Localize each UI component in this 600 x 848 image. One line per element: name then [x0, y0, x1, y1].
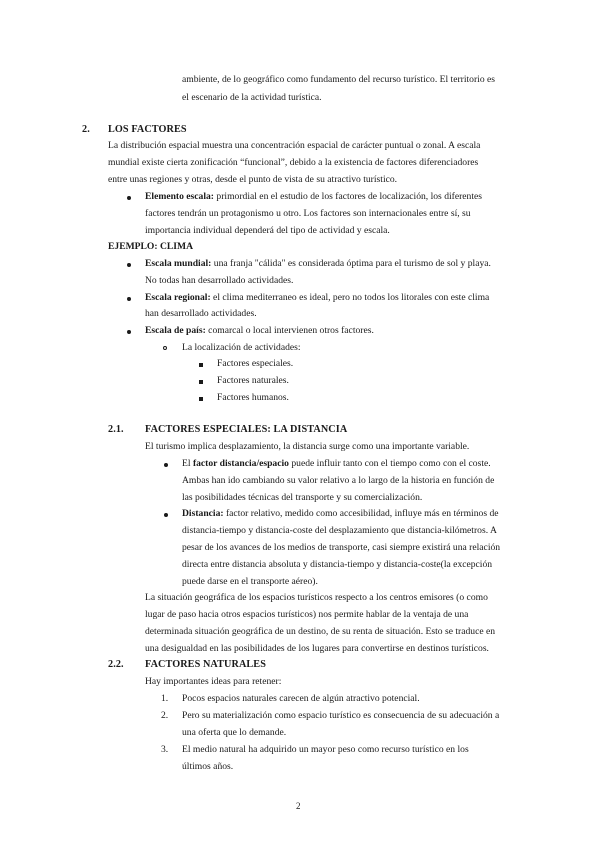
- bold-term: Distancia:: [182, 508, 224, 519]
- list-item-text: el clima mediterraneo es ideal, pero no todos los litorales con este clima: [210, 292, 490, 303]
- list-item-text: puede influir tanto con el tiempo como con el coste.: [288, 458, 491, 469]
- list-item: [145, 191, 482, 203]
- text-line: directa entre distancia absoluta y distancia-tiempo y distancia-coste(la excepción: [182, 559, 493, 570]
- list-item: [145, 325, 374, 337]
- page-number: 2: [296, 801, 301, 811]
- text-line: Hay importantes ideas para retener:: [145, 676, 282, 687]
- circle-bullet-icon: [163, 346, 167, 350]
- text-line: distancia-tiempo y distancia-coste del desplazamiento que distancia-kilómetros. A: [182, 525, 497, 536]
- text-line: han desarrollado actividades.: [145, 308, 257, 319]
- bullet-icon: [127, 196, 131, 200]
- text-line: lugar de paso hacia otros espacios turísticos) nos permite hablar de la ventaja de una: [145, 609, 469, 620]
- text-line: La localización de actividades:: [182, 342, 301, 353]
- square-bullet-icon: [199, 363, 203, 367]
- list-item: Pocos espacios naturales carecen de algún atractivo potencial.: [182, 693, 420, 704]
- square-bullet-icon: [199, 397, 203, 401]
- list-number: 1.: [161, 693, 169, 704]
- example-heading: EJEMPLO: CLIMA: [108, 241, 194, 252]
- bullet-icon: [127, 263, 131, 267]
- text-line: La situación geográfica de los espacios turísticos respecto a los centros emisores (o como: [145, 592, 488, 603]
- section-title: FACTORES ESPECIALES: LA DISTANCIA: [145, 424, 348, 435]
- text-line: entre unas regiones y otras, desde el punto de vista de su atractivo turístico.: [108, 174, 398, 185]
- bold-term: Elemento escala:: [145, 191, 215, 202]
- text-line: el escenario de la actividad turística.: [182, 92, 322, 103]
- text-line: pesar de los avances de los medios de transporte, casi siempre existirá una relación: [182, 542, 501, 553]
- text-line: No todas han desarrollado actividades.: [145, 275, 294, 286]
- list-item-text: factor relativo, medido como accesibilidad, influye más en términos de: [223, 508, 499, 519]
- text-line: ambiente, de lo geográfico como fundamento del recurso turístico. El territorio es: [182, 74, 496, 85]
- section-number: 2.: [82, 124, 90, 135]
- list-item-text: comarcal o local intervienen otros factores.: [205, 325, 374, 336]
- list-item: [145, 292, 489, 304]
- text-line: puede darse en el transporte aéreo).: [182, 576, 318, 587]
- text-line: una oferta que lo demande.: [182, 727, 287, 738]
- section-title: LOS FACTORES: [108, 124, 187, 135]
- list-item: El medio natural ha adquirido un mayor peso como recurso turístico en los: [182, 744, 469, 755]
- list-number: 2.: [161, 710, 169, 721]
- text-line: factores tendrán un protagonismo u otro. Los factores son internacionales entre sí, su: [145, 208, 471, 219]
- list-item: [182, 458, 491, 470]
- list-item: Factores naturales.: [217, 375, 289, 386]
- section-number: 2.1.: [108, 424, 124, 435]
- bold-term: factor distancia/espacio: [192, 458, 289, 469]
- text-line: La distribución espacial muestra una concentración espacial de carácter puntual o zonal. A escala: [108, 140, 481, 151]
- bullet-icon: [127, 297, 131, 301]
- list-item: Factores humanos.: [217, 392, 289, 403]
- list-item: [182, 508, 499, 520]
- bullet-icon: [164, 463, 168, 467]
- list-item: Pero su materialización como espacio turístico es consecuencia de su adecuación a: [182, 710, 500, 721]
- bold-term: Escala de país:: [145, 325, 206, 336]
- text-line: mundial existe cierta zonificación “funcional”, debido a la existencia de factores diferenciadores: [108, 157, 479, 168]
- bold-term: Escala regional:: [145, 292, 211, 303]
- list-number: 3.: [161, 744, 169, 755]
- text-line: determinada situación geográfica de un destino, de su renta de situación. Esto se traduce en: [145, 626, 496, 637]
- list-item: [145, 258, 491, 270]
- section-number: 2.2.: [108, 659, 124, 670]
- text-line: El turismo implica desplazamiento, la distancia surge como una importante variable.: [145, 441, 470, 452]
- text-line: últimos años.: [182, 761, 234, 772]
- square-bullet-icon: [199, 380, 203, 384]
- list-item-text: El: [182, 458, 193, 469]
- text-line: Ambas han ido cambiando su valor relativo a lo largo de la historia en función de: [182, 475, 495, 486]
- section-title: FACTORES NATURALES: [145, 659, 266, 670]
- bullet-icon: [164, 513, 168, 517]
- text-line: importancia individual dependerá del tipo de actividad y escala.: [145, 225, 390, 236]
- text-line: las posibilidades técnicas del transporte y su comercialización.: [182, 492, 423, 503]
- bullet-icon: [127, 330, 131, 334]
- list-item-text: una franja "cálida" es considerada óptima para el turismo de sol y playa.: [211, 258, 491, 269]
- text-line: una desigualdad en las posibilidades de los lugares para convertirse en destinos turísticos.: [145, 643, 489, 654]
- bold-term: Escala mundial:: [145, 258, 212, 269]
- list-item: Factores especiales.: [217, 358, 294, 369]
- list-item-text: primordial en el estudio de los factores de localización, los diferentes: [214, 191, 483, 202]
